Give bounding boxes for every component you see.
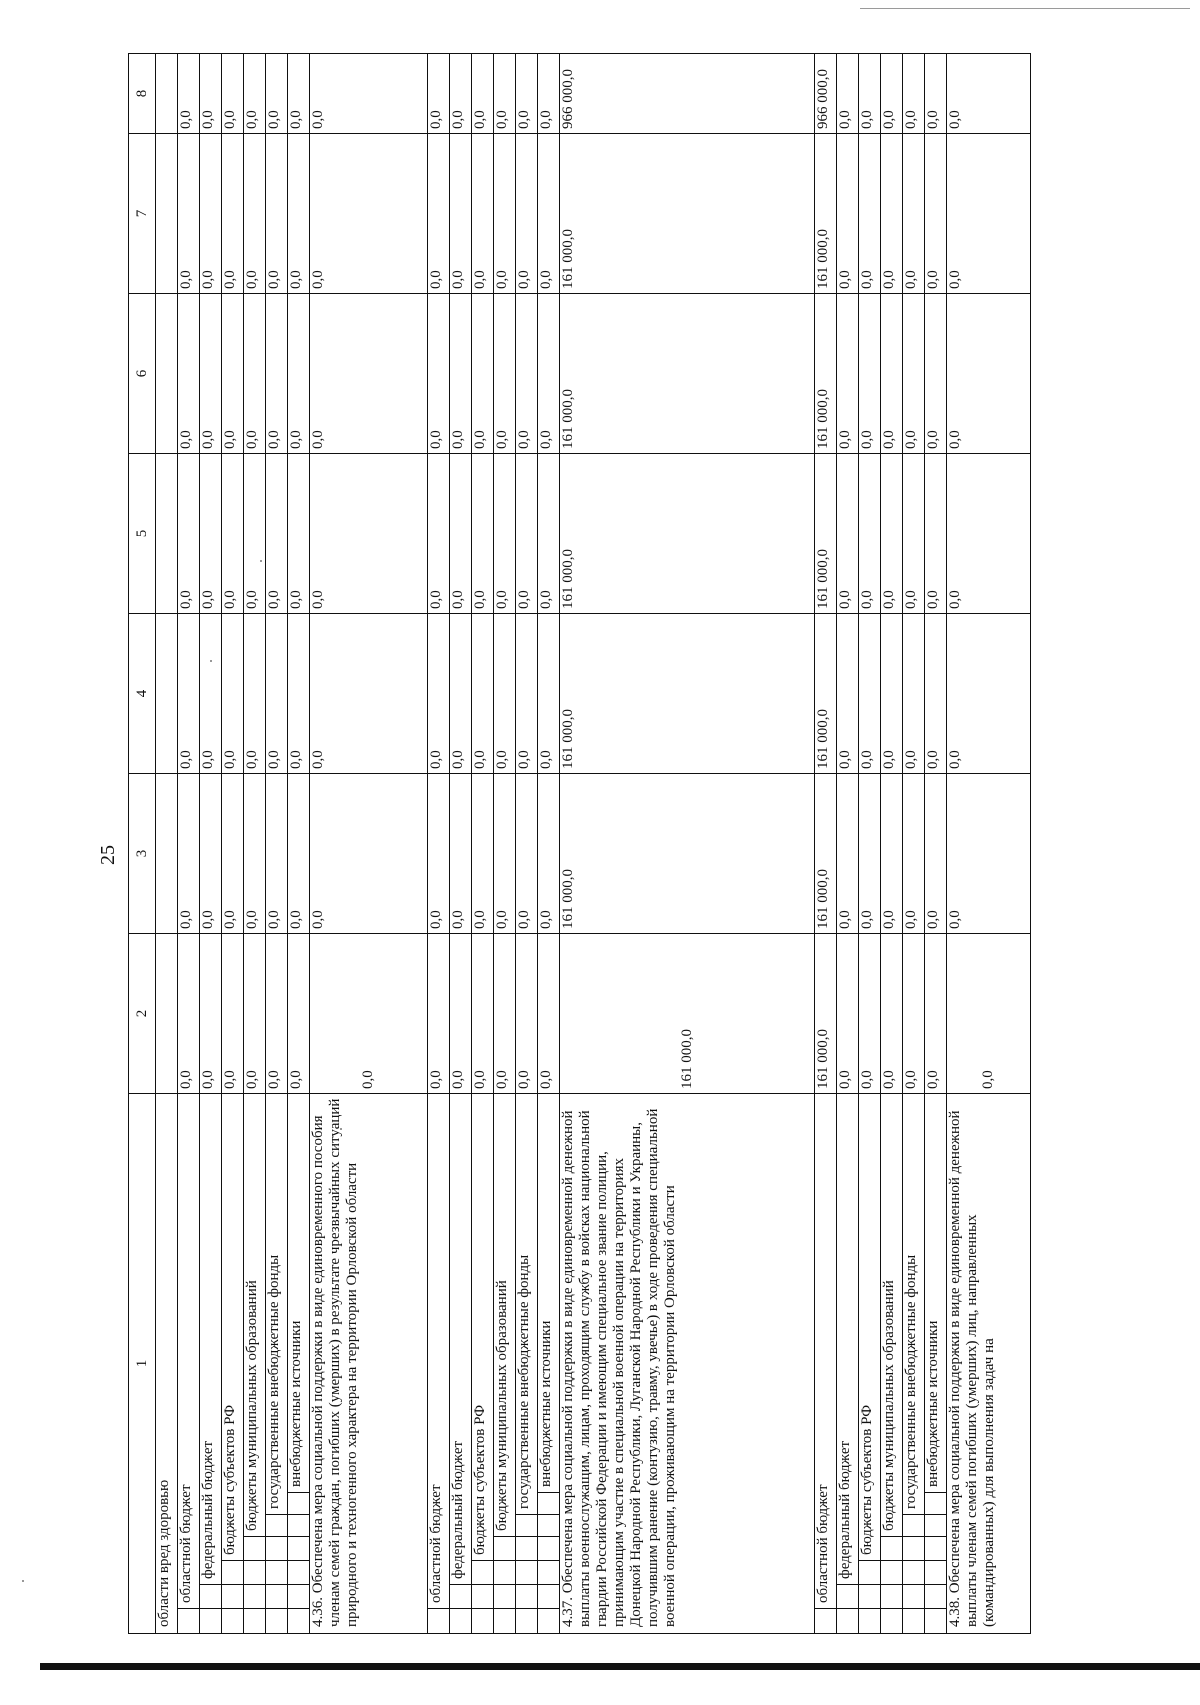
table-row — [450, 54, 472, 1634]
value-cell: 0,0 — [925, 294, 947, 454]
value-cell: 0,0 — [859, 454, 881, 614]
value-cell: 0,0 — [903, 454, 925, 614]
value-cell: 0,0 — [244, 454, 266, 614]
table-row — [472, 54, 494, 1634]
value-cell: 0,0 — [925, 454, 947, 614]
value-cell — [156, 294, 178, 454]
row-label: области вред здоровью — [156, 1479, 172, 1627]
value-cell: 0,0 — [450, 294, 472, 454]
row-label-cell — [925, 1094, 947, 1634]
row-label-cell — [903, 1094, 925, 1634]
value-cell: 0,0 — [494, 54, 516, 134]
value-cell — [156, 774, 178, 934]
row-label-cell — [266, 1094, 288, 1634]
value-cell: 0,0 — [881, 54, 903, 134]
value-cell: 0,0 — [881, 934, 903, 1094]
row-label: 4.37. Обеспечена мера социальной поддержки в виде единовременной денежной выплаты военнослужащим, лицам, проходящим службу в войсках национальной гвардии Российской Федерации и имеющим специальное звание полиции, принимающим участие в специальной военной операции на территориях Донецкой Народной Республики, Луганской Народной Республики и Украины, получившим ранение (контузию, травму, увечье) в ходе проведения специальной военной операции, проживающим на территории Орловской области — [560, 1108, 678, 1627]
value-cell: 0,0 — [516, 614, 538, 774]
header-cell: 6 — [129, 294, 156, 454]
value-cell: 0,0 — [837, 54, 859, 134]
table-row — [494, 54, 516, 1634]
value-cell: 0,0 — [472, 774, 494, 934]
value-cell: 0,0 — [881, 454, 903, 614]
value-cell: 0,0 — [859, 934, 881, 1094]
value-cell: 0,0 — [538, 614, 560, 774]
value-cell: 0,0 — [450, 934, 472, 1094]
row-label: 4.38. Обеспечена мера социальной поддержки в виде единовременной денежной выплаты членам семей погибших (умерших) лиц, направленных (командированных) для выполнения задач на — [947, 1110, 997, 1627]
value-cell: 0,0 — [837, 934, 859, 1094]
row-label: государственные внебюджетные фонды — [516, 1254, 532, 1509]
value-cell: 0,0 — [428, 294, 450, 454]
value-cell: 0,0 — [494, 614, 516, 774]
row-label: бюджеты субъектов РФ — [222, 1404, 238, 1555]
page-number: 25 — [97, 845, 119, 865]
value-cell: 0,0 — [288, 54, 310, 134]
value-cell: 0,0 — [859, 54, 881, 134]
value-cell: 0,0 — [200, 54, 222, 134]
value-cell — [156, 454, 178, 614]
row-label: бюджеты муниципальных образований — [494, 1280, 510, 1531]
row-label-cell — [494, 1094, 516, 1634]
value-cell: 0,0 — [516, 294, 538, 454]
value-cell: 0,0 — [837, 134, 859, 294]
value-cell: 0,0 — [178, 614, 200, 774]
value-cell: 161 000,0 — [815, 294, 837, 454]
value-cell: 0,0 — [222, 54, 244, 134]
value-cell: 0,0 — [494, 134, 516, 294]
value-cell: 161 000,0 — [815, 454, 837, 614]
table-row — [222, 54, 244, 1634]
value-cell: 0,0 — [472, 294, 494, 454]
row-label-cell — [815, 1094, 837, 1634]
value-cell: 0,0 — [178, 934, 200, 1094]
table-row — [881, 54, 903, 1634]
value-cell: 0,0 — [538, 294, 560, 454]
value-cell: 0,0 — [881, 614, 903, 774]
row-label: бюджеты муниципальных образований — [244, 1280, 260, 1531]
value-cell: 0,0 — [310, 134, 428, 294]
value-cell: 0,0 — [837, 614, 859, 774]
row-label: внебюджетные источники — [538, 1320, 554, 1487]
value-cell: 0,0 — [859, 614, 881, 774]
value-cell: 0,0 — [266, 614, 288, 774]
header-cell: 8 — [129, 54, 156, 134]
value-cell: 161 000,0 — [560, 134, 815, 294]
value-cell: 0,0 — [266, 774, 288, 934]
value-cell: 161 000,0 — [560, 294, 815, 454]
table-row — [837, 54, 859, 1634]
value-cell: 0,0 — [903, 614, 925, 774]
value-cell: 0,0 — [925, 134, 947, 294]
value-cell: 0,0 — [837, 294, 859, 454]
value-cell: 0,0 — [903, 134, 925, 294]
value-cell: 0,0 — [516, 134, 538, 294]
value-cell: 0,0 — [859, 294, 881, 454]
table-row — [178, 54, 200, 1634]
value-cell: 0,0 — [310, 934, 428, 1094]
value-cell: 0,0 — [947, 454, 1031, 614]
row-label: бюджеты муниципальных образований — [881, 1280, 897, 1531]
value-cell: 0,0 — [200, 294, 222, 454]
value-cell: 0,0 — [178, 774, 200, 934]
row-label-cell — [881, 1094, 903, 1634]
row-label: 4.36. Обеспечена мера социальной поддержки в виде единовременного пособия членам семей граждан, погибших (умерших) в результате чрезвычайных ситуаций природного и техногенного характера на территории Орловской области — [310, 1098, 360, 1627]
value-cell: 0,0 — [947, 294, 1031, 454]
value-cell: 0,0 — [837, 774, 859, 934]
value-cell: 0,0 — [288, 454, 310, 614]
value-cell: 0,0 — [538, 454, 560, 614]
value-cell: 161 000,0 — [560, 454, 815, 614]
value-cell: 0,0 — [288, 294, 310, 454]
row-label-cell — [244, 1094, 266, 1634]
value-cell: 0,0 — [310, 294, 428, 454]
value-cell: 0,0 — [222, 614, 244, 774]
measure-row — [560, 54, 815, 1634]
table-row — [244, 54, 266, 1634]
value-cell — [156, 614, 178, 774]
table-row — [538, 54, 560, 1634]
value-cell: 0,0 — [222, 774, 244, 934]
row-label-cell — [516, 1094, 538, 1634]
value-cell: 0,0 — [222, 294, 244, 454]
scan-speck — [22, 1580, 24, 1582]
value-cell: 0,0 — [472, 54, 494, 134]
value-cell: 161 000,0 — [815, 774, 837, 934]
row-label: государственные внебюджетные фонды — [903, 1254, 919, 1509]
value-cell: 0,0 — [178, 54, 200, 134]
value-cell: 161 000,0 — [815, 614, 837, 774]
value-cell: 0,0 — [472, 454, 494, 614]
value-cell: 0,0 — [881, 134, 903, 294]
value-cell: 0,0 — [244, 934, 266, 1094]
measure-row — [947, 54, 1031, 1634]
row-label: внебюджетные источники — [288, 1320, 304, 1487]
value-cell — [156, 54, 178, 134]
value-cell: 0,0 — [947, 774, 1031, 934]
value-cell: 0,0 — [310, 614, 428, 774]
value-cell: 0,0 — [266, 454, 288, 614]
value-cell: 0,0 — [244, 54, 266, 134]
value-cell: 0,0 — [881, 294, 903, 454]
value-cell: 0,0 — [200, 134, 222, 294]
value-cell: 0,0 — [266, 54, 288, 134]
value-cell: 966 000,0 — [815, 54, 837, 134]
value-cell: 0,0 — [428, 934, 450, 1094]
row-label-cell — [947, 1094, 1031, 1634]
row-label-cell — [156, 1094, 178, 1634]
row-label: областной бюджет — [428, 1484, 444, 1603]
value-cell: 0,0 — [288, 774, 310, 934]
value-cell: 0,0 — [494, 454, 516, 614]
value-cell: 0,0 — [947, 134, 1031, 294]
value-cell: 0,0 — [925, 614, 947, 774]
value-cell: 0,0 — [200, 774, 222, 934]
row-label-cell — [288, 1094, 310, 1634]
value-cell: 0,0 — [288, 934, 310, 1094]
value-cell — [156, 934, 178, 1094]
value-cell: 0,0 — [450, 614, 472, 774]
bottom-bar — [40, 1663, 1200, 1670]
row-label: областной бюджет — [178, 1484, 194, 1603]
value-cell: 0,0 — [538, 54, 560, 134]
value-cell: 161 000,0 — [560, 614, 815, 774]
row-label-cell — [200, 1094, 222, 1634]
value-cell: 0,0 — [494, 294, 516, 454]
value-cell: 0,0 — [428, 134, 450, 294]
value-cell: 0,0 — [310, 454, 428, 614]
value-cell: 0,0 — [472, 134, 494, 294]
rotated-table-page — [128, 54, 1033, 1634]
header-cell: 3 — [129, 774, 156, 934]
row-label: федеральный бюджет — [200, 1440, 216, 1579]
value-cell: 0,0 — [494, 934, 516, 1094]
table-row — [815, 54, 837, 1634]
value-cell: 0,0 — [428, 614, 450, 774]
value-cell: 0,0 — [178, 134, 200, 294]
row-label: внебюджетные источники — [925, 1320, 941, 1487]
value-cell: 0,0 — [310, 774, 428, 934]
value-cell: 0,0 — [516, 454, 538, 614]
value-cell: 0,0 — [538, 134, 560, 294]
value-cell: 0,0 — [244, 774, 266, 934]
row-label: бюджеты субъектов РФ — [472, 1404, 488, 1555]
value-cell: 0,0 — [881, 774, 903, 934]
value-cell: 0,0 — [310, 54, 428, 134]
row-label: областной бюджет — [815, 1484, 831, 1603]
value-cell: 0,0 — [450, 54, 472, 134]
value-cell: 0,0 — [266, 294, 288, 454]
value-cell: 0,0 — [428, 54, 450, 134]
value-cell: 0,0 — [516, 934, 538, 1094]
value-cell: 0,0 — [266, 934, 288, 1094]
header-cell: 4 — [129, 614, 156, 774]
row-label: государственные внебюджетные фонды — [266, 1254, 282, 1509]
value-cell: 0,0 — [903, 774, 925, 934]
value-cell: 0,0 — [222, 134, 244, 294]
value-cell: 0,0 — [538, 774, 560, 934]
value-cell: 0,0 — [516, 774, 538, 934]
row-label-cell — [310, 1094, 428, 1634]
value-cell: 0,0 — [200, 614, 222, 774]
value-cell: 0,0 — [222, 934, 244, 1094]
header-row — [129, 54, 156, 1634]
measure-row — [310, 54, 428, 1634]
value-cell: 0,0 — [472, 614, 494, 774]
value-cell: 0,0 — [516, 54, 538, 134]
row-label: федеральный бюджет — [450, 1440, 466, 1579]
value-cell — [156, 134, 178, 294]
table-row — [156, 54, 178, 1634]
value-cell: 0,0 — [428, 774, 450, 934]
value-cell: 161 000,0 — [560, 774, 815, 934]
row-label-cell — [859, 1094, 881, 1634]
value-cell: 0,0 — [288, 614, 310, 774]
value-cell: 0,0 — [244, 294, 266, 454]
value-cell: 0,0 — [450, 454, 472, 614]
table-row — [428, 54, 450, 1634]
value-cell: 0,0 — [288, 134, 310, 294]
value-cell: 0,0 — [450, 134, 472, 294]
value-cell: 0,0 — [450, 774, 472, 934]
table-row — [266, 54, 288, 1634]
row-label-cell — [472, 1094, 494, 1634]
value-cell: 0,0 — [947, 54, 1031, 134]
row-label: федеральный бюджет — [837, 1440, 853, 1579]
value-cell: 0,0 — [178, 294, 200, 454]
top-rule — [860, 8, 1190, 9]
table-row — [903, 54, 925, 1634]
value-cell: 0,0 — [178, 454, 200, 614]
value-cell: 0,0 — [925, 934, 947, 1094]
header-cell: 5 — [129, 454, 156, 614]
value-cell: 0,0 — [428, 454, 450, 614]
value-cell: 0,0 — [859, 134, 881, 294]
value-cell: 966 000,0 — [560, 54, 815, 134]
value-cell: 0,0 — [266, 134, 288, 294]
value-cell: 0,0 — [244, 134, 266, 294]
table-row — [200, 54, 222, 1634]
value-cell: 0,0 — [837, 454, 859, 614]
value-cell: 0,0 — [200, 934, 222, 1094]
value-cell: 0,0 — [244, 614, 266, 774]
table-row — [516, 54, 538, 1634]
table-row — [288, 54, 310, 1634]
value-cell: 0,0 — [925, 774, 947, 934]
value-cell: 0,0 — [472, 934, 494, 1094]
row-label-cell — [222, 1094, 244, 1634]
value-cell: 161 000,0 — [815, 934, 837, 1094]
header-cell: 2 — [129, 934, 156, 1094]
value-cell: 0,0 — [903, 294, 925, 454]
value-cell: 0,0 — [903, 54, 925, 134]
value-cell: 161 000,0 — [560, 934, 815, 1094]
value-cell: 0,0 — [222, 454, 244, 614]
row-label-cell — [178, 1094, 200, 1634]
value-cell: 0,0 — [859, 774, 881, 934]
row-label-cell — [837, 1094, 859, 1634]
value-cell: 0,0 — [947, 614, 1031, 774]
header-cell: 1 — [129, 1094, 156, 1634]
row-label: бюджеты субъектов РФ — [859, 1404, 875, 1555]
row-label-cell — [560, 1094, 815, 1634]
value-cell: 0,0 — [925, 54, 947, 134]
table-row — [925, 54, 947, 1634]
value-cell: 0,0 — [200, 454, 222, 614]
table-row — [859, 54, 881, 1634]
budget-table — [128, 53, 1031, 1634]
header-cell: 7 — [129, 134, 156, 294]
value-cell: 0,0 — [903, 934, 925, 1094]
value-cell: 0,0 — [947, 934, 1031, 1094]
value-cell: 161 000,0 — [815, 134, 837, 294]
row-label-cell — [428, 1094, 450, 1634]
row-label-cell — [450, 1094, 472, 1634]
value-cell: 0,0 — [494, 774, 516, 934]
row-label-cell — [538, 1094, 560, 1634]
value-cell: 0,0 — [538, 934, 560, 1094]
